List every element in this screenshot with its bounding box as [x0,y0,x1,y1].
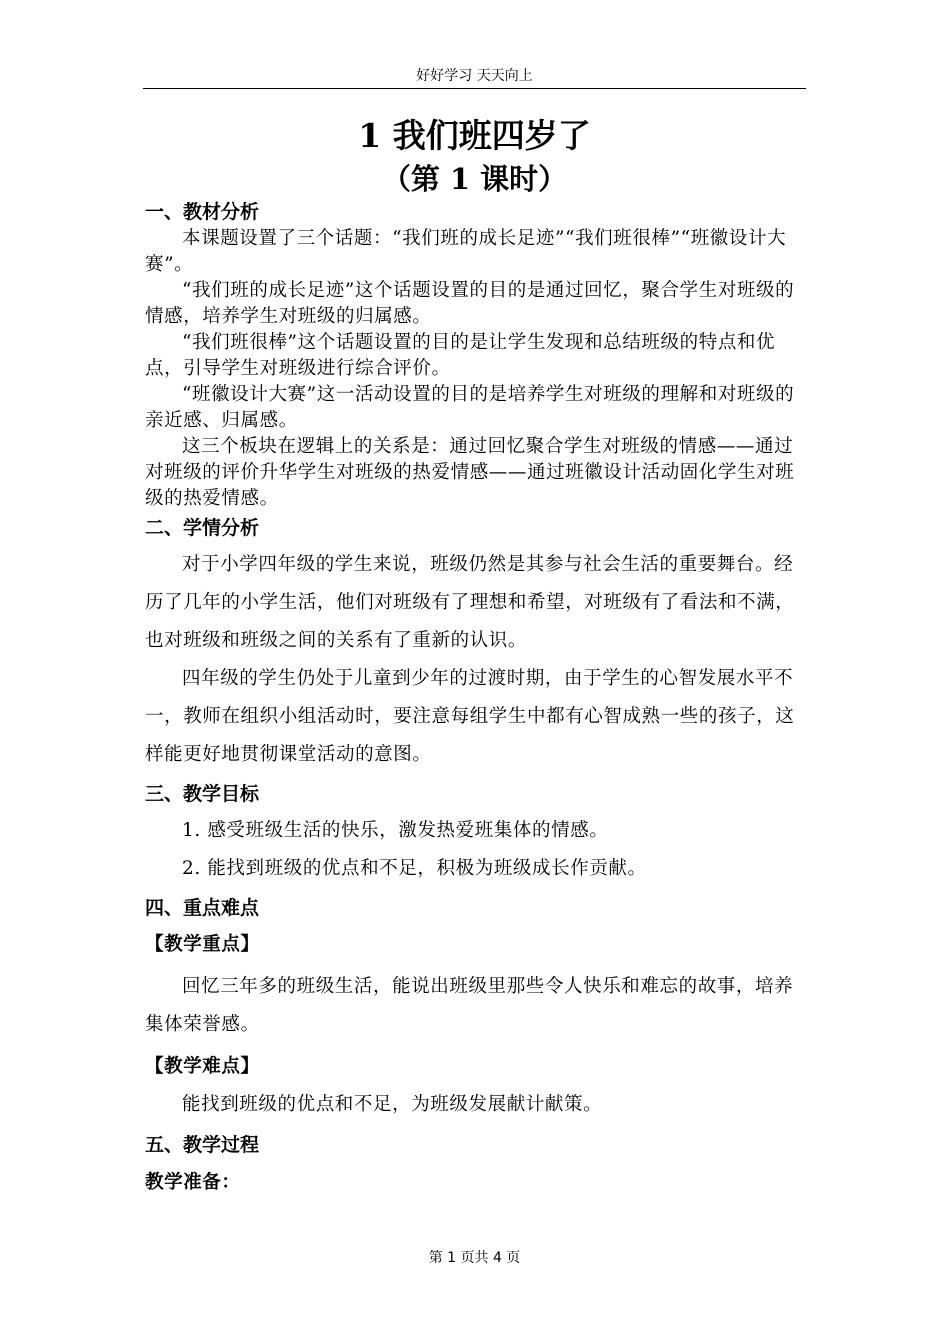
paragraph: 回忆三年多的班级生活，能说出班级里那些令人快乐和难忘的故事，培养集体荣誉感。 [145,976,794,1035]
section-student-analysis [145,514,806,774]
paragraph: 对于小学四年级的学生来说，班级仍然是其参与社会生活的重要舞台。经历了几年的小学生活，他们对班级有了理想和希望，对班级有了看法和不满，也对班级和班级之间的关系有了重新的认识。 [145,554,795,651]
key-points-label: 【教学重点】 [145,934,260,955]
paragraph: 能找到班级的优点和不足，为班级发展献计献策。 [182,1094,603,1115]
key-points-body [145,968,806,1044]
list-item: 1. 感受班级生活的快乐，激发热爱班集体的情感。 [182,820,609,841]
section-heading: 三、教学目标 [145,783,260,805]
paragraph: 这三个板块在逻辑上的关系是：通过回忆聚合学生对班级的情感——通过对班级的评价升华学生对班级的热爱情感——通过班徽设计活动固化学生对班级的热爱情感。 [145,436,795,509]
section-heading: 五、教学过程 [145,1134,260,1156]
difficult-points-label: 【教学难点】 [145,1056,260,1077]
section-body [145,226,806,512]
difficult-points-body [145,1086,806,1124]
paragraph: “我们班的成长足迹”这个话题设置的目的是通过回忆，聚合学生对班级的情感，培养学生对班级的归属感。 [145,280,795,327]
paragraph: 四年级的学生仍处于儿童到少年的过渡时期，由于学生的心智发展水平不一，教师在组织小组活动时，要注意每组学生中都有心智成熟一些的孩子，这样能更好地贯彻课堂活动的意图。 [145,668,795,765]
header-divider [143,88,806,89]
page-header: 好好学习 天天向上 [416,68,533,84]
section-heading: 二、学情分析 [145,517,260,539]
paragraph: 本课题设置了三个话题：“我们班的成长足迹”“我们班很棒”“班徽设计大赛”。 [145,228,787,275]
paragraph: “我们班很棒”这个话题设置的目的是让学生发现和总结班级的特点和优点，引导学生对班级进行综合评价。 [145,332,776,379]
lesson-subtitle: （第 1 课时） [381,162,568,196]
section-heading: 一、教材分析 [145,201,260,223]
preparation-label: 教学准备： [145,1172,241,1193]
section-teaching-goals [145,780,806,888]
section-textbook-analysis [145,198,806,512]
page-footer: 第 1 页共 4 页 [428,1250,521,1266]
section-body [145,546,806,774]
section-teaching-process [145,1126,806,1202]
section-key-difficult-points [145,894,806,1124]
lesson-title: 1 我们班四岁了 [358,116,591,155]
goal-list [145,812,806,888]
section-heading: 四、重点难点 [145,897,260,919]
document-body [145,198,806,1202]
list-item: 2. 能找到班级的优点和不足，积极为班级成长作贡献。 [182,858,647,879]
paragraph: “班徽设计大赛”这一活动设置的目的是培养学生对班级的理解和对班级的亲近感、归属感。 [145,384,795,431]
